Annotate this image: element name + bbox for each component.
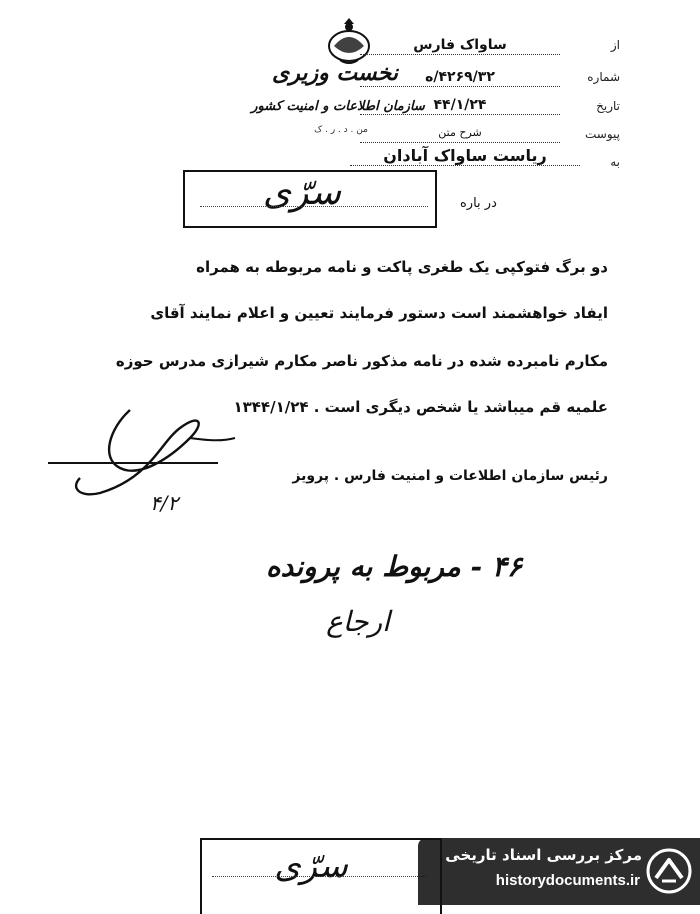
watermark-name: مرکز بررسی اسناد تاریخی bbox=[445, 846, 642, 864]
stamp-dotted-line bbox=[212, 876, 426, 877]
attachment-label: پیوست bbox=[585, 127, 620, 141]
to-label: به bbox=[610, 155, 620, 169]
watermark bbox=[418, 838, 700, 905]
body-line-1: دو برگ فتوکپی یک طغری پاکت و نامه مربوطه به همراه bbox=[196, 258, 608, 276]
watermark-url: historydocuments.ir bbox=[495, 872, 640, 889]
letterhead-title: نخست وزیری bbox=[272, 60, 398, 86]
signatory-title: رئیس سازمان اطلاعات و امنیت فارس . پرویز bbox=[292, 468, 608, 484]
body-line-4: علمیه قم میباشد یا شخص دیگری است . ۱۳۴۴/۱/۲۴ bbox=[233, 398, 608, 416]
signature-date: ۴/۲ bbox=[150, 491, 179, 515]
body-line-2: ایفاد خواهشمند است دستور فرمایند تعیین و اعلام نمایند آقای bbox=[150, 304, 608, 322]
from-value: ساواک فارس bbox=[360, 36, 560, 55]
letterhead-code: من . د . ر . ک bbox=[314, 125, 368, 135]
date-value: ۴۴/۱/۲۴ bbox=[360, 96, 560, 115]
subject-value: سرّی bbox=[262, 172, 342, 213]
classification-stamp: سرّی bbox=[274, 846, 348, 886]
attachment-value: شرح متن bbox=[360, 124, 560, 143]
handwritten-referral: ارجاع bbox=[326, 605, 390, 638]
from-label: از bbox=[610, 38, 620, 52]
subject-dotted-line bbox=[200, 206, 428, 207]
number-value: ۴۲۶۹/۳۲/ه bbox=[360, 68, 560, 87]
number-label: شماره bbox=[587, 70, 620, 84]
letterhead-subtitle: سازمان اطلاعات و امنیت کشور bbox=[251, 99, 425, 114]
handwritten-signature bbox=[40, 398, 240, 518]
date-label: تاریخ bbox=[596, 99, 620, 113]
to-value: ریاست ساواک آبادان bbox=[350, 147, 580, 166]
archive-logo-icon bbox=[646, 848, 692, 894]
signature-line bbox=[48, 462, 218, 464]
body-line-3: مکارم نامبرده شده در نامه مذکور ناصر مکارم شیرازی مدرس حوزه bbox=[115, 352, 608, 370]
subject-label: در باره bbox=[460, 196, 497, 211]
handwritten-note: ۴۶ - مربوط به پرونده bbox=[265, 550, 522, 583]
